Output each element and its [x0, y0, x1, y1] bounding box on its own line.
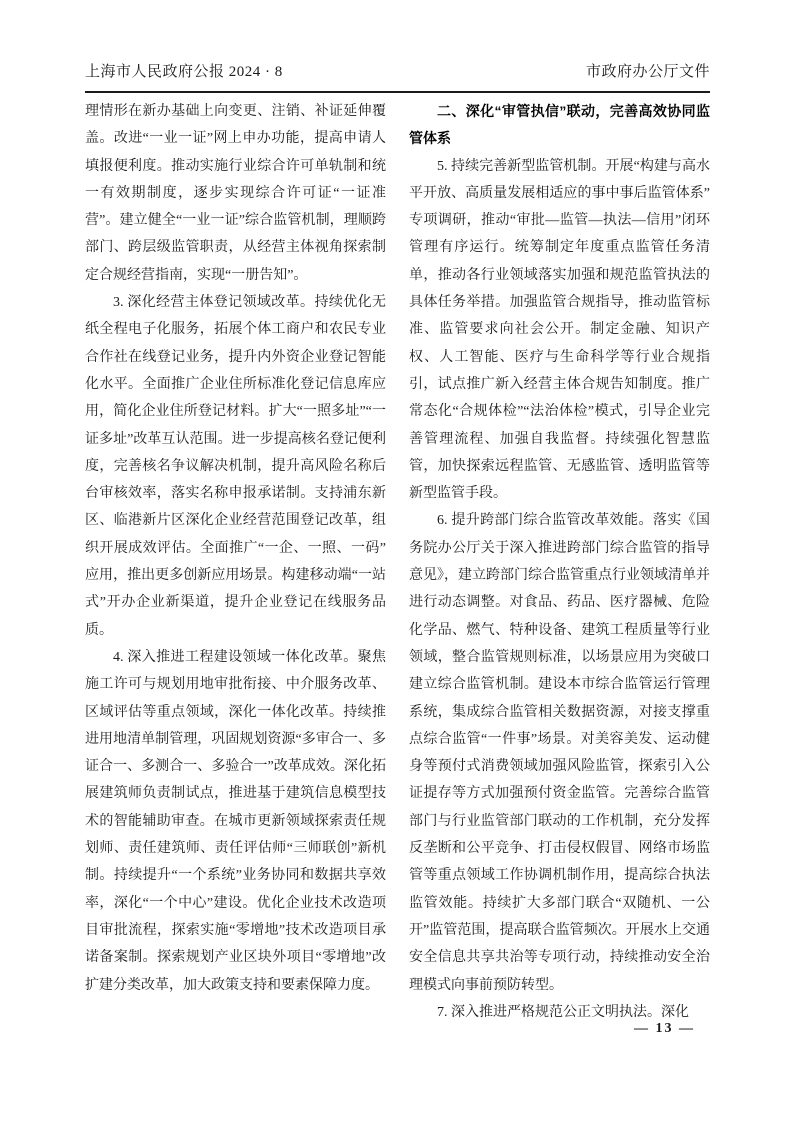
page-header — [85, 60, 710, 81]
header-rule — [85, 91, 710, 93]
paragraph-item-3: 3. 深化经营主体登记领域改革。持续优化无纸全程电子化服务，拓展个体工商户和农民专业合作社在线登记业务，提升内外资企业登记智能化水平。全面推广企业住所标准化登记信息库应用，简化企业住所登记材料。扩大“一照多址”“一证多址”改革互认范围。进一步提高核名登记便利度，完善核名争议解决机制，提升高风险名称后台审核效率，落实名称申报承诺制。支持浦东新区、临港新片区深化企业经营范围登记改革，组织开展成效评估。全面推广“一企、一照、一码”应用，推出更多创新应用场景。构建移动端“一站式”开办企业新渠道，提升企业登记在线服务品质。 — [85, 295, 386, 638]
page-number: — 13 — — [634, 1021, 695, 1036]
paragraph-continuation: 理情形在新办基础上向变更、注销、补证延伸覆盖。改进“一业一证”网上申办功能，提高申请人填报便利度。推动实施行业综合许可单轨制和统一有效期制度，逐步实现综合许可证“一证准营”。建立健全“一业一证”综合监管机制，理顺跨部门、跨层级监管职责，从经营主体视角探索制定合规经营指南，实现“一册告知”。 — [85, 104, 386, 283]
right-column — [409, 98, 710, 1026]
section-heading-2: 二、深化“审管执信”联动，完善高效协同监管体系 — [409, 103, 710, 147]
header-gazette-title: 上海市人民政府公报 2024 · 8 — [85, 64, 283, 80]
content-columns — [85, 98, 710, 1026]
paragraph-item-7: 7. 深入推进严格规范公正文明执法。深化 — [437, 1004, 689, 1020]
paragraph-item-4: 4. 深入推进工程建设领域一体化改革。聚焦施工许可与规划用地审批衔接、中介服务改革、区域评估等重点领域，深化一体化改革。持续推进用地清单制管理，巩固规划资源“多审合一、多证合一、多测合一、多验合一”改革成效。深化拓展建筑师负责制试点，推进基于建筑信息模型技术的智能辅助审查。在城市更新领域探索责任规划师、责任建筑师、责任评估师“三师联创”新机制。持续提升“一个系统”业务协同和数据共享效率，深化“一个中心”建设。优化企业技术改造项目审批流程，探索实施“零增地”技术改造项目承诺备案制。探索规划产业区块外项目“零增地”改扩建分类改革，加大政策支持和要素保障力度。 — [85, 649, 386, 993]
paragraph-item-6: 6. 提升跨部门综合监管改革效能。落实《国务院办公厅关于深入推进跨部门综合监管的指导意见》，建立跨部门综合监管重点行业领域清单并进行动态调整。对食品、药品、医疗器械、危险化学品、燃气、特种设备、建筑工程质量等行业领域，整合监管规则标准，以场景应用为突破口建立综合监管机制。建设本市综合监管运行管理系统，集成综合监管相关数据资源，对接支撑重点综合监管“一件事”场景。对美容美发、运动健身等预付式消费领域加强风险监管，探索引入公证提存等方式加强预付资金监管。完善综合监管部门与行业监管部门联动的工作机制，充分发挥反垄断和公平竞争、打击侵权假冒、网络市场监管等重点领域工作协调机制作用，提高综合执法监管效能。持续扩大多部门联合“双随机、一公开”监管范围，提高联合监管频次。开展水上交通安全信息共享共治等专项行动，持续推动安全治理模式向事前预防转型。 — [409, 513, 710, 993]
left-column — [85, 98, 386, 1026]
header-section-title: 市政府办公厅文件 — [585, 64, 710, 80]
paragraph-item-5: 5. 持续完善新型监管机制。开展“构建与高水平开放、高质量发展相适应的事中事后监管体系”专项调研，推动“审批—监管—执法—信用”闭环管理有序运行。统筹制定年度重点监管任务清单，推动各行业领域落实加强和规范监管执法的具体任务举措。加强监管合规指导，推动监管标准、监管要求向社会公开。制定金融、知识产权、人工智能、医疗与生命科学等行业合规指引，试点推广新入经营主体合规告知制度。推广常态化“合规体检”“法治体检”模式，引导企业完善管理流程、加强自我监督。持续强化智慧监管，加快探索远程监管、无感监管、透明监管等新型监管手段。 — [409, 158, 710, 502]
